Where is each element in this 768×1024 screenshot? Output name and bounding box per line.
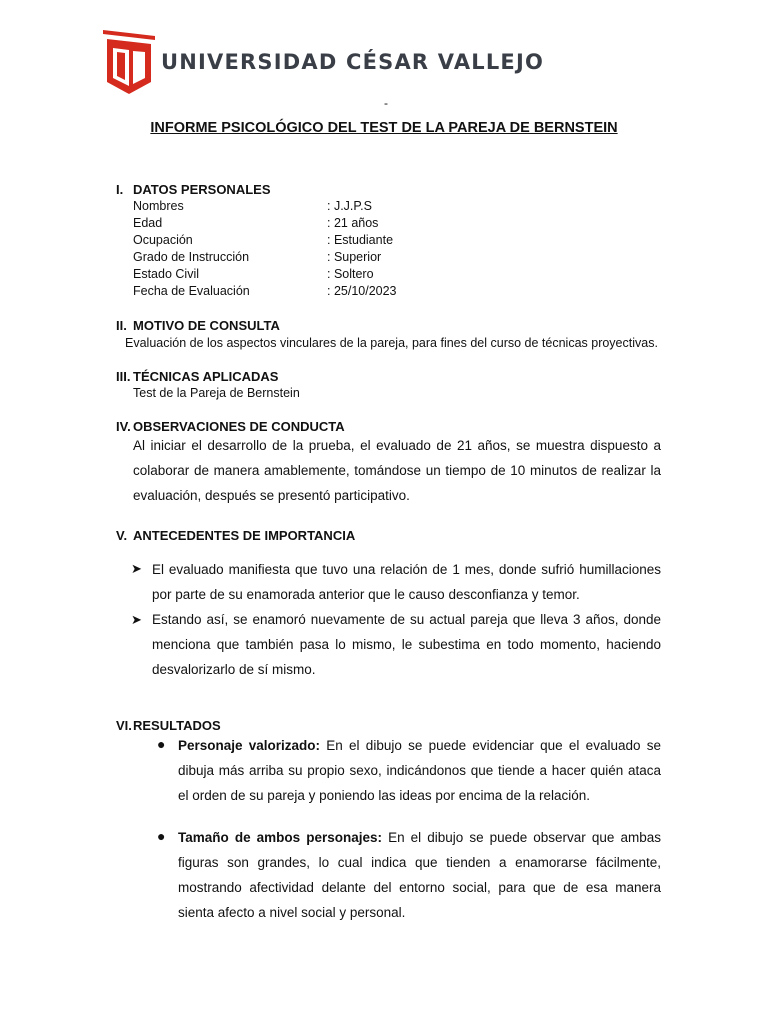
section-title: TÉCNICAS APLICADAS	[133, 369, 279, 384]
antecedente-item: Estando así, se enamoró nuevamente de su actual pareja que lleva 3 años, donde menciona que también pasa lo mismo, le subestima en todo momento, haciendo desvalorizarlo de sí mismo.	[152, 612, 661, 677]
arrow-bullet-icon: ➤	[131, 612, 142, 627]
university-name: UNIVERSIDAD CÉSAR VALLEJO	[161, 50, 545, 74]
section-title: RESULTADOS	[133, 718, 221, 733]
field-label: Estado Civil	[133, 267, 199, 281]
dot-bullet-icon: ●	[157, 828, 166, 844]
section-heading-datos-personales	[116, 182, 270, 197]
section-number: I.	[116, 182, 124, 197]
tecnicas-text: Test de la Pareja de Bernstein	[133, 386, 300, 400]
field-value: : 21 años	[327, 216, 379, 230]
dot-bullet-icon: ●	[157, 736, 166, 752]
section-title: OBSERVACIONES DE CONDUCTA	[133, 419, 345, 434]
section-number: III.	[116, 369, 131, 384]
section-heading-tecnicas	[116, 369, 278, 384]
resultado-text: En el dibujo se puede evidenciar que el evaluado se dibuja más arriba su propio sexo, indicándonos que tiende a hacer quién ataca el orden de su pareja y poniendo las ideas por encima de la relación.	[178, 738, 661, 803]
resultado-item	[178, 825, 661, 925]
observaciones-text: Al iniciar el desarrollo de la prueba, el evaluado de 21 años, se muestra dispuesto a colaborar de manera amablemente, tomándose un tiempo de 10 minutos de realizar la evaluación, después se presentó participativo.	[133, 438, 661, 503]
university-logo-icon	[103, 30, 155, 94]
antecedente-item: El evaluado manifiesta que tuvo una relación de 1 mes, donde sufrió humillaciones por parte de su enamorada anterior que le causo desconfianza y temor.	[152, 562, 661, 602]
field-value: : Soltero	[327, 267, 374, 281]
arrow-bullet-icon: ➤	[131, 561, 142, 576]
section-title: ANTECEDENTES DE IMPORTANCIA	[133, 528, 356, 543]
field-value: : Superior	[327, 250, 382, 264]
section-title: MOTIVO DE CONSULTA	[133, 318, 280, 333]
section-heading-observaciones	[116, 419, 345, 434]
resultado-label: Personaje valorizado:	[178, 738, 321, 753]
motivo-text: Evaluación de los aspectos vinculares de la pareja, para fines del curso de técnicas proyectivas.	[125, 336, 658, 350]
field-label: Edad	[133, 216, 163, 230]
section-number: IV.	[116, 419, 131, 434]
field-label: Ocupación	[133, 233, 193, 247]
field-label: Fecha de Evaluación	[133, 284, 250, 298]
report-title: INFORME PSICOLÓGICO DEL TEST DE LA PAREJA DE BERNSTEIN	[150, 120, 618, 136]
resultado-label: Tamaño de ambos personajes:	[178, 830, 383, 845]
field-label: Grado de Instrucción	[133, 250, 250, 264]
section-number: V.	[116, 528, 128, 543]
field-value: : Estudiante	[327, 233, 394, 247]
resultado-item	[178, 733, 661, 808]
section-heading-motivo-consulta	[116, 318, 280, 333]
header-mark: -	[384, 96, 388, 110]
field-value: : 25/10/2023	[327, 284, 397, 298]
section-number: II.	[116, 318, 127, 333]
resultado-text: En el dibujo se puede observar que ambas figuras son grandes, lo cual indica que tienden a enamorarse fácilmente, mostrando afectividad delante del entorno social, para que de esa manera sienta afecto a nivel social y personal.	[178, 830, 661, 920]
field-label: Nombres	[133, 199, 184, 213]
section-heading-resultados	[116, 718, 221, 733]
section-number: VI.	[116, 718, 132, 733]
field-value: : J.J.P.S	[327, 199, 372, 213]
section-title: DATOS PERSONALES	[133, 182, 271, 197]
section-heading-antecedentes	[116, 528, 355, 543]
